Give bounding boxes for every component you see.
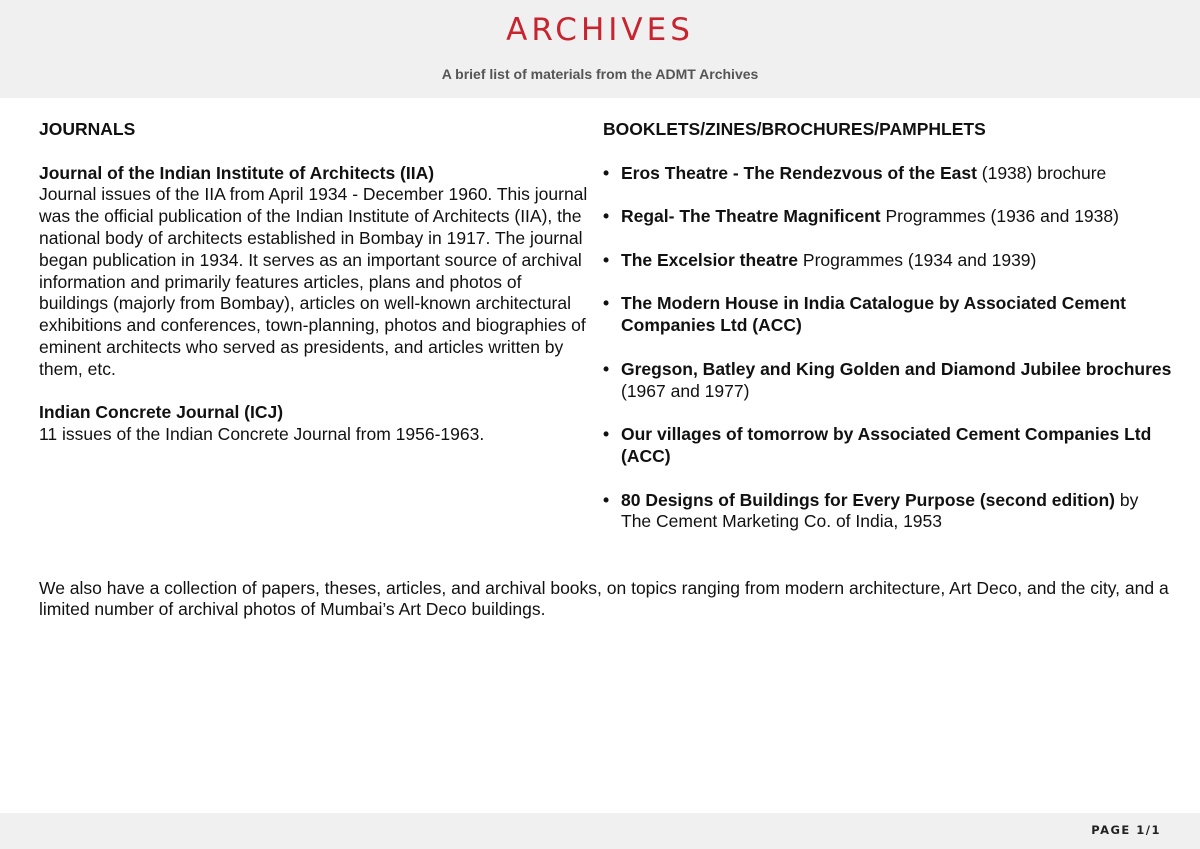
closing-paragraph: We also have a collection of papers, theses, articles, and archival books, on topics ranging from modern architecture, Art Deco, and the city, and a limited number of archival photos of Mumbai’s Art Deco buildings. (39, 577, 1169, 620)
item-detail: Programmes (1934 and 1939) (798, 249, 1037, 270)
page-footer (0, 813, 1200, 849)
bullet-icon: • (603, 424, 610, 445)
bullet-icon: • (603, 293, 610, 314)
list-item (603, 490, 1173, 534)
bullet-icon: • (603, 249, 610, 270)
booklets-heading: BOOKLETS/ZINES/BROCHURES/PAMPHLETS (603, 119, 986, 139)
bullet-icon: • (603, 162, 610, 183)
bullet-icon: • (603, 489, 610, 510)
journal-description: Journal issues of the IIA from April 1934 - December 1960. This journal was the official publication of the Indian Institute of Architects (IIA), the national body of architects established in Bombay in 1917. The journal began publication in 1934. It serves as an important source of archival information and primarily features articles, plans and photos of buildings (majorly from Bombay), articles on well-known architectural exhibitions and conferences, town-planning, photos and biographies of eminent architects who served as presidents, and articles written by them, etc. (39, 184, 588, 379)
item-title: Eros Theatre - The Rendezvous of the East (621, 162, 977, 183)
journal-title: Journal of the Indian Institute of Architects (IIA) (39, 162, 435, 183)
bullet-icon: • (603, 358, 610, 379)
item-detail: by The Cement Marketing Co. of India, 1953 (621, 489, 1139, 532)
item-detail: Programmes (1936 and 1938) (880, 206, 1119, 227)
list-item (603, 359, 1173, 403)
booklets-column (603, 119, 1173, 555)
item-detail: (1938) brochure (976, 162, 1107, 183)
item-title: The Excelsior theatre (621, 249, 799, 270)
page-title: ARCHIVES (506, 12, 694, 48)
journal-entry (39, 163, 591, 381)
item-title: Gregson, Batley and King Golden and Diamond Jubilee brochures (621, 358, 1172, 379)
bullet-icon: • (603, 206, 610, 227)
journals-heading: JOURNALS (39, 119, 136, 139)
item-detail: (1967 and 1977) (621, 380, 750, 401)
item-title: Regal- The Theatre Magnificent (621, 206, 881, 227)
list-item (603, 250, 1173, 272)
list-item (603, 206, 1173, 228)
item-title: 80 Designs of Buildings for Every Purpose (second edition) (621, 489, 1115, 510)
page-subtitle: A brief list of materials from the ADMT Archives (441, 66, 759, 82)
list-item (603, 293, 1173, 337)
item-title: The Modern House in India Catalogue by Associated Cement Companies Ltd (ACC) (621, 293, 1126, 336)
item-title: Our villages of tomorrow by Associated Cement Companies Ltd (ACC) (621, 424, 1152, 466)
list-item (603, 424, 1173, 468)
journal-title: Indian Concrete Journal (ICJ) (39, 402, 284, 423)
booklets-list (603, 163, 1173, 534)
journals-column (39, 119, 591, 468)
page-number: PAGE 1/1 (1091, 823, 1161, 837)
journal-entry (39, 402, 591, 446)
list-item (603, 163, 1173, 185)
page-header (0, 0, 1200, 98)
journal-description: 11 issues of the Indian Concrete Journal from 1956-1963. (39, 424, 485, 445)
